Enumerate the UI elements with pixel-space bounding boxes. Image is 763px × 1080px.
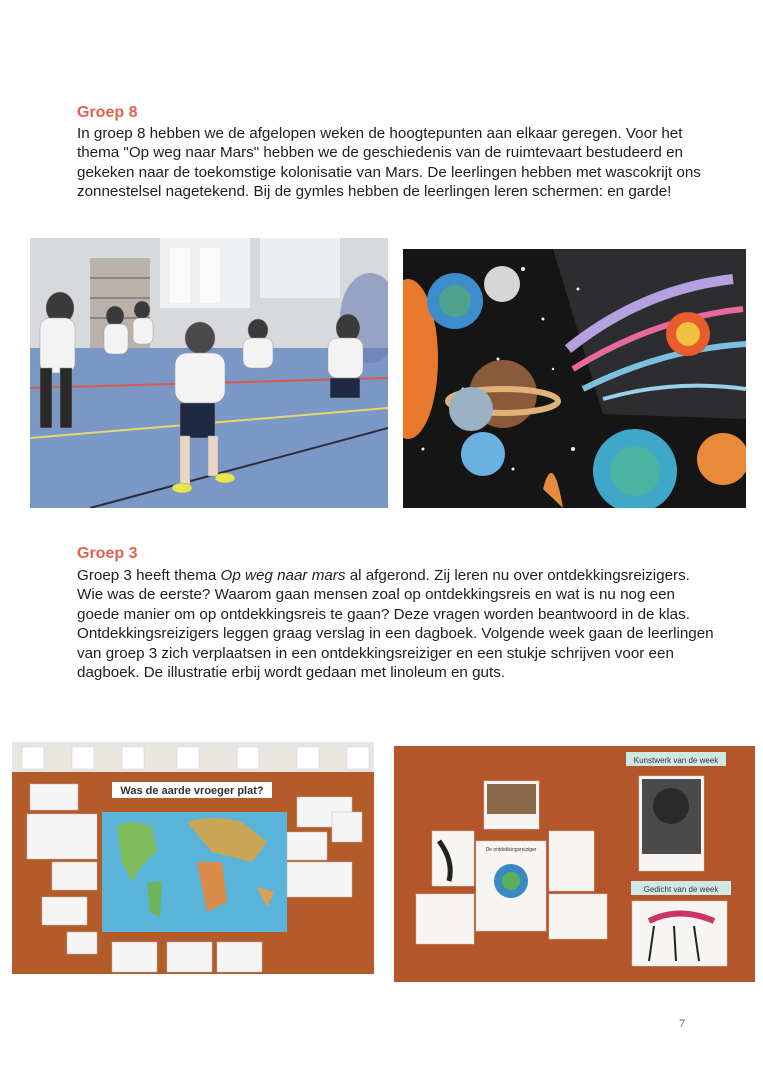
card-title-ontdekkingsreiziger: De ontdekkingsreiziger [485, 847, 537, 853]
photo-board-discoverers [394, 746, 755, 982]
label-kunstwerk-van-de-week: Kunstwerk van de week [633, 756, 719, 765]
label-gedicht-van-de-week: Gedicht van de week [643, 885, 719, 894]
photo-crayon-solar-system [403, 249, 746, 508]
heading-groep-8: Groep 8 [77, 104, 138, 121]
paragraph-groep-3 [77, 566, 717, 682]
paragraph-groep-3-part-2: al afgerond. Zij leren nu over ontdekkingsreizigers. Wie was de eerste? Waarom gaan mensen zoal op ontdekkingsreis en wat is nu nog een goede manier om op ontdekkingsreis te gaan? Deze vragen worden beantwoord in de klas. Ontdekkingsreizigers leggen graag verslag in een dagboek. Volgende week gaan de leerlingen van groep 3 zich verplaatsen in een ontdekkingsreiziger en een stukje schrijven voor een dagboek. De illustratie erbij wordt gedaan met linoleum en guts. [77, 567, 714, 682]
heading-groep-3: Groep 3 [77, 545, 138, 562]
board-banner-text: Was de aarde vroeger plat? [120, 785, 264, 797]
photo-board-world-map [12, 742, 374, 984]
theme-name-italic: Op weg naar mars [220, 567, 346, 584]
page-number: 7 [679, 1016, 685, 1030]
paragraph-groep-3-part-1: Groep 3 heeft thema [77, 567, 221, 584]
paragraph-groep-8: In groep 8 hebben we de afgelopen weken de hoogtepunten aan elkaar geregen. Voor het thema "Op weg naar Mars" hebben we de geschiedenis van de ruimtevaart bestudeerd en gekeken naar de toekomstige kolonisatie van Mars. De leerlingen hebben met wascokrijt ons zonnestelsel nagetekend. Bij de gymles hebben de leerlingen leren schermen: en garde! [77, 125, 701, 201]
photo-fencing-gym [30, 238, 388, 508]
